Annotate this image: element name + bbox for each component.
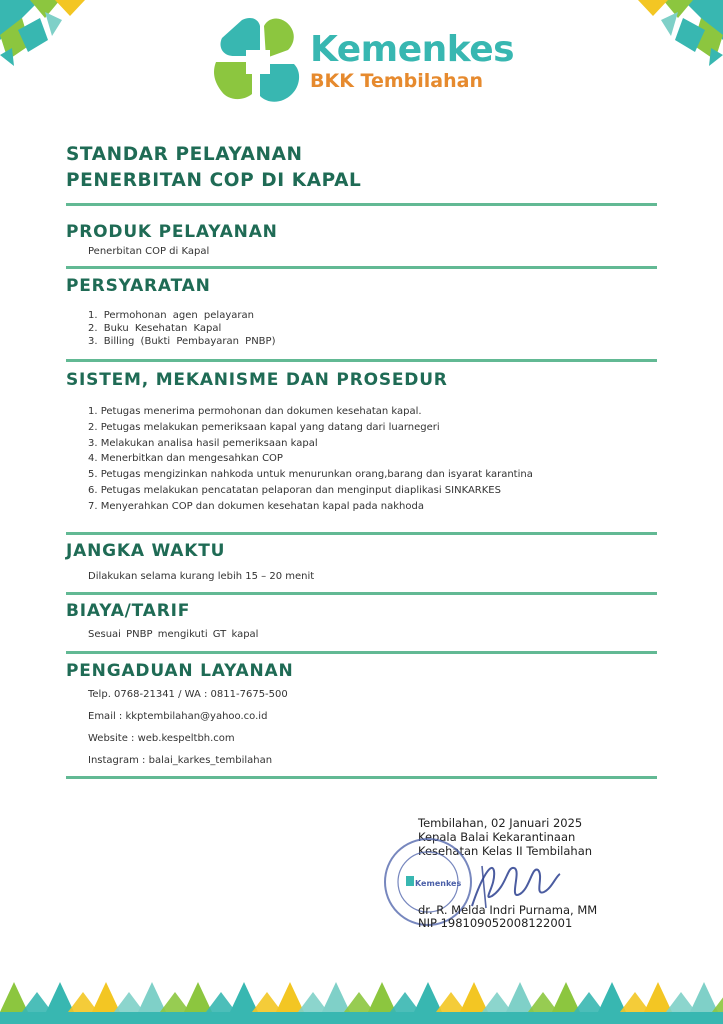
list-item: 2. Petugas melakukan pemeriksaan kapal yang datang dari luarnegeri [88,421,440,433]
title-line-2: PENERBITAN COP DI KAPAL [66,170,362,191]
list-item: 6. Petugas melakukan pencatatan pelaporan dan menginput diaplikasi SINKARKES [88,484,501,496]
biaya-text: Sesuai PNBP mengikuti GT kapal [88,629,259,640]
divider [66,359,657,362]
divider [66,203,657,206]
signatory-nip: NIP 198109052008122001 [418,916,573,930]
ornament-shape [230,982,258,1012]
divider [66,592,657,595]
signature-position-1: Kepala Balai Kekarantinaan [418,830,576,844]
contact-website: Website : web.kespeltbh.com [88,733,235,744]
contact-email: Email : kkptembilahan@yahoo.co.id [88,711,268,722]
list-item: 2. Buku Kesehatan Kapal [88,323,222,334]
ornament-shape [368,982,396,1012]
ornament-shape [276,982,304,1012]
requirements-list [88,309,275,348]
kemenkes-emblem-icon [212,16,304,108]
signature-position-2: Kesehatan Kelas II Tembilahan [418,844,593,858]
section-heading-pengaduan: PENGADUAN LAYANAN [66,661,294,681]
title-line-1: STANDAR PELAYANAN [66,144,303,165]
corner-ornament-right [633,0,723,70]
divider [66,776,657,779]
ornament-shape [184,982,212,1012]
corner-ornament-left [0,0,90,70]
section-heading-biaya: BIAYA/TARIF [66,601,191,621]
ornament-shape [552,982,580,1012]
divider [66,651,657,654]
ornament-shape [414,982,442,1012]
list-item: 4. Menerbitkan dan mengesahkan COP [88,453,283,465]
list-item: 3. Billing (Bukti Pembayaran PNBP) [88,336,276,347]
section-heading-produk: PRODUK PELAYANAN [66,222,278,242]
ornament-shape [506,982,534,1012]
list-item: 1. Permohonan agen pelayaran [88,310,254,321]
produk-text: Penerbitan COP di Kapal [88,246,210,257]
contact-phone: Telp. 0768-21341 / WA : 0811-7675-500 [88,689,288,700]
ornament-shape [598,982,626,1012]
kemenkes-logo [212,16,515,111]
brand-name: Kemenkes [310,29,515,70]
contact-instagram: Instagram : balai_karkes_tembilahan [88,755,273,766]
ornament-shape [0,982,28,1012]
section-heading-persyaratan: PERSYARATAN [66,276,211,296]
ornament-shape [92,982,120,1012]
signatory-name: dr. R. Melda Indri Purnama, MM [418,903,598,917]
ornament-shape [322,982,350,1012]
list-item: 1. Petugas menerima permohonan dan dokumen kesehatan kapal. [88,406,422,417]
section-heading-sistem: SISTEM, MEKANISME DAN PROSEDUR [66,370,448,390]
stamp-label: Kemenkes [415,879,462,888]
list-item: 3. Melakukan analisa hasil pemeriksaan kapal [88,437,318,449]
ornament-shape [690,982,718,1012]
section-heading-jangka: JANGKA WAKTU [66,541,226,561]
divider [66,266,657,269]
ornament-shape [46,982,74,1012]
bottom-ornament-band [0,968,723,1024]
divider [66,532,657,535]
ornament-shape [460,982,488,1012]
unit-name: BKK Tembilahan [310,70,483,92]
signature-place-date: Tembilahan, 02 Januari 2025 [418,816,583,830]
ornament-shape [138,982,166,1012]
jangka-text: Dilakukan selama kurang lebih 15 – 20 menit [88,571,315,582]
procedure-list [88,404,533,515]
page-title [66,142,361,194]
ornament-shape [644,982,672,1012]
list-item: 5. Petugas mengizinkan nahkoda untuk menurunkan orang,barang dan isyarat karantina [88,469,533,481]
list-item: 7. Menyerahkan COP dan dokumen kesehatan kapal pada nakhoda [88,500,424,512]
